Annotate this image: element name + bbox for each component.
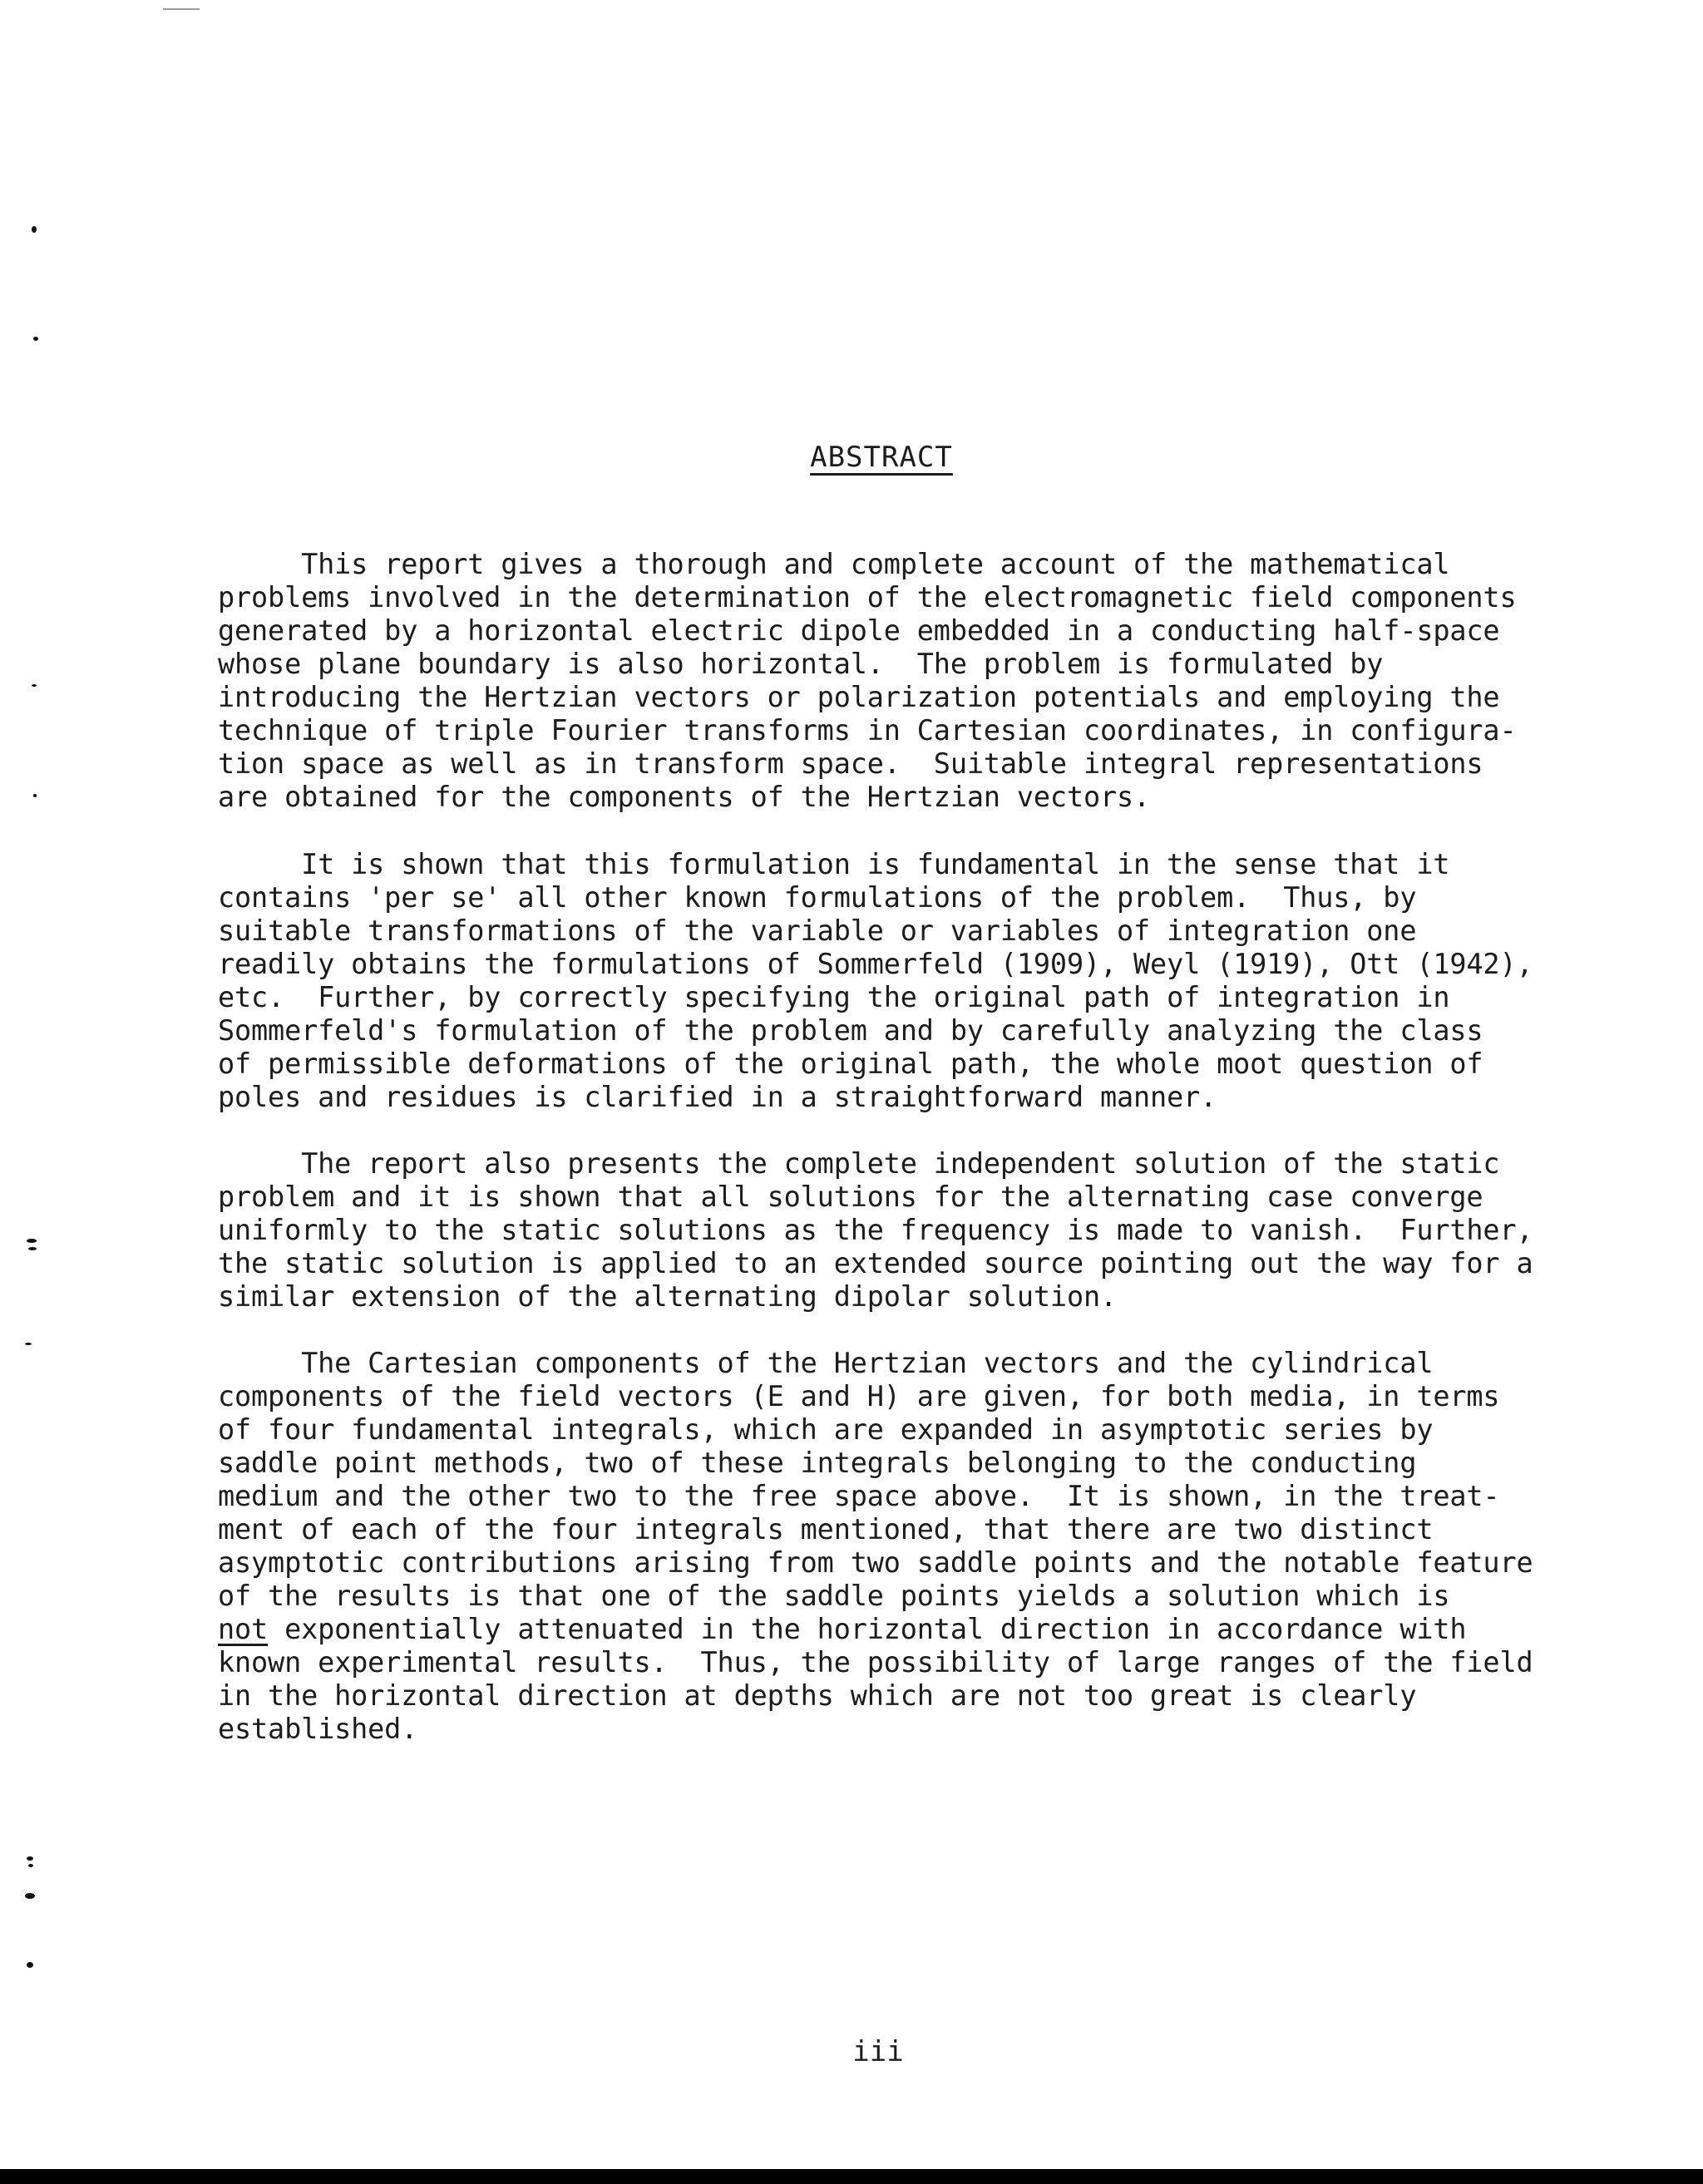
- scan-speck: [27, 1962, 33, 1968]
- scan-speck: [25, 1343, 32, 1345]
- paragraph-line: tion space as well as in transform space. Suitable integral representations: [218, 747, 1483, 780]
- paragraph-line: uniformly to the static solutions as the frequency is made to vanish. Further,: [218, 1214, 1533, 1246]
- paragraph-line: established.: [218, 1713, 418, 1745]
- paragraph-line: This report gives a thorough and complete account of the mathematical: [218, 548, 1450, 580]
- scan-speck: [32, 226, 37, 233]
- paragraph-line: readily obtains the formulations of Sommerfeld (1909), Weyl (1919), Ott (1942),: [218, 948, 1533, 980]
- paragraph-line: exponentially attenuated in the horizontal direction in accordance with: [268, 1613, 1467, 1645]
- paragraph-line: technique of triple Fourier transforms in Cartesian coordinates, in configura-: [218, 714, 1517, 747]
- paragraph-3: [218, 1147, 1548, 1314]
- paragraph-line: similar extension of the alternating dipolar solution.: [218, 1280, 1118, 1313]
- paragraph-line: components of the field vectors (E and H) are given, for both media, in terms: [218, 1380, 1500, 1412]
- scan-speck: [28, 1864, 33, 1867]
- abstract-heading: ABSTRACT: [810, 441, 953, 474]
- paragraph-line: problem and it is shown that all solutions for the alternating case converge: [218, 1181, 1483, 1213]
- paragraph-line: are obtained for the components of the Hertzian vectors.: [218, 781, 1151, 813]
- paragraph-1: [218, 548, 1548, 814]
- paragraph-line: the static solution is applied to an extended source pointing out the way for a: [218, 1247, 1533, 1279]
- paragraph-4: [218, 1347, 1548, 1746]
- paragraph-line: known experimental results. Thus, the possibility of large ranges of the field: [218, 1646, 1533, 1679]
- paragraph-line: saddle point methods, two of these integrals belonging to the conducting: [218, 1447, 1417, 1479]
- paragraph-line: generated by a horizontal electric dipole embedded in a conducting half-space: [218, 614, 1500, 647]
- scan-speck: [32, 684, 37, 687]
- scan-speck: [33, 794, 37, 797]
- scan-speck: [28, 1247, 37, 1250]
- emphasis-word: not: [218, 1613, 269, 1645]
- paragraph-line: of four fundamental integrals, which are expanded in asymptotic series by: [218, 1413, 1434, 1446]
- paragraph-line: poles and residues is clarified in a straightforward manner.: [218, 1081, 1217, 1113]
- scan-speck: [27, 1239, 37, 1243]
- scan-bottom-edge: [0, 2169, 1703, 2184]
- paragraph-line: The Cartesian components of the Hertzian vectors and the cylindrical: [218, 1347, 1434, 1379]
- scan-mark: [163, 8, 200, 10]
- paragraph-line: whose plane boundary is also horizontal. The problem is formulated by: [218, 648, 1384, 680]
- paragraph-line: contains 'per se' all other known formulations of the problem. Thus, by: [218, 881, 1417, 914]
- paragraph-line: medium and the other two to the free space above. It is shown, in the treat-: [218, 1480, 1500, 1512]
- paragraph-line: It is shown that this formulation is fundamental in the sense that it: [218, 848, 1450, 880]
- scan-speck: [25, 1893, 35, 1899]
- paragraph-2: [218, 848, 1548, 1114]
- paragraph-line: asymptotic contributions arising from two saddle points and the notable feature: [218, 1546, 1533, 1579]
- paragraph-line: problems involved in the determination of the electromagnetic field components: [218, 581, 1517, 614]
- paragraph-line: suitable transformations of the variable or variables of integration one: [218, 915, 1417, 947]
- scan-speck: [33, 337, 38, 341]
- paragraph-line: of permissible deformations of the original path, the whole moot question of: [218, 1048, 1483, 1080]
- paragraph-line: of the results is that one of the saddle points yields a solution which is: [218, 1580, 1450, 1612]
- paragraph-line: Sommerfeld's formulation of the problem and by carefully analyzing the class: [218, 1014, 1483, 1047]
- paragraph-line: etc. Further, by correctly specifying the original path of integration in: [218, 981, 1450, 1013]
- paragraph-line: The report also presents the complete independent solution of the static: [218, 1147, 1500, 1180]
- paragraph-line: ment of each of the four integrals mentioned, that there are two distinct: [218, 1513, 1434, 1546]
- paragraph-line: in the horizontal direction at depths which are not too great is clearly: [218, 1679, 1417, 1712]
- paragraph-line: introducing the Hertzian vectors or polarization potentials and employing the: [218, 681, 1500, 713]
- page-number: iii: [852, 2035, 904, 2068]
- scan-speck: [27, 1856, 33, 1861]
